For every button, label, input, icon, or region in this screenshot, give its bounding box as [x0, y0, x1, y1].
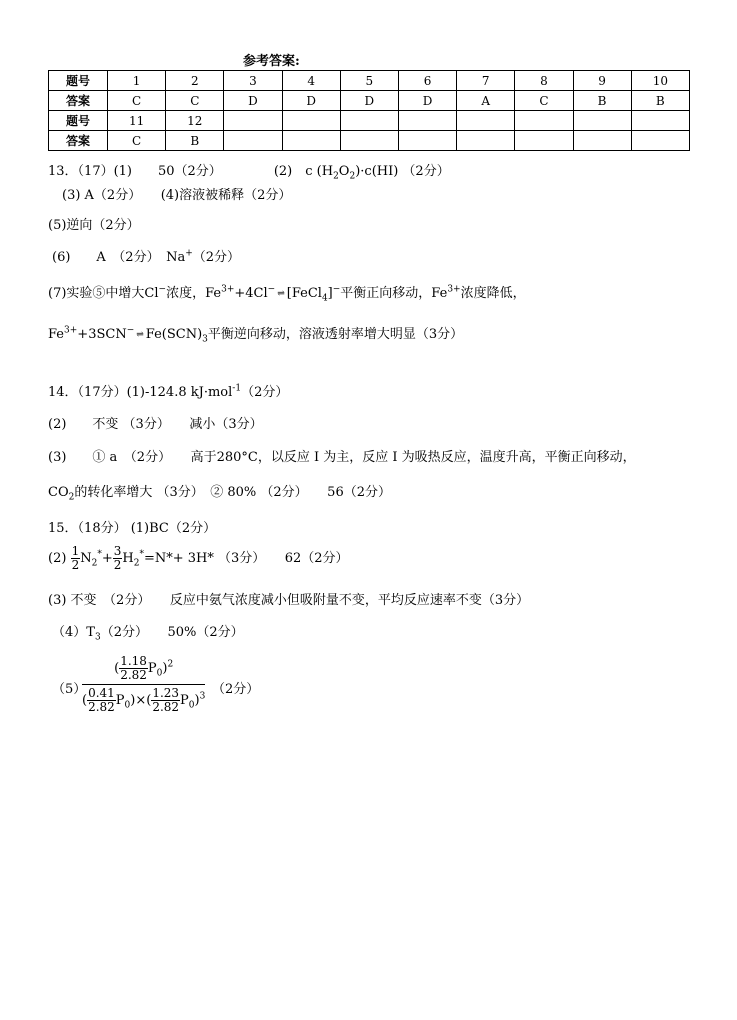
table-cell: 3 [224, 71, 282, 91]
q14-line-3: (3) ① a （2分） 高于280°C，以反应 I 为主，反应 I 为吸热反应，温度升高，平衡正向移动， [48, 450, 636, 465]
q13-part-7f: 浓度降低， [460, 286, 526, 301]
table-cell: B [631, 91, 689, 111]
q14-part-1b: （2分） [241, 385, 289, 400]
q13-part-6: (6) A （2分） Na [52, 250, 186, 265]
page-title: 参考答案: [243, 54, 300, 69]
q15-line-5-label: （5） [52, 682, 87, 697]
q13-line-3: (5)逆向（2分） [48, 218, 140, 233]
table-row [49, 131, 690, 151]
q13-line-6: $Fe^{3+}+3SCN^-$ ⇌ $Fe(SCN)_3$平衡逆向移动，溶液透射率增大明显（3分） [48, 325, 464, 345]
q15-line-2: (2) $\frac{1}{2}$ $N_2^*+$ $\frac{3}{2}$ $H_2^*=N*+ 3H*$ （3分） 62（2分） [48, 544, 349, 572]
table-cell: 题号 [49, 71, 108, 91]
table-cell: D [340, 91, 398, 111]
q13-part-6b: （2分） [192, 250, 241, 265]
q13-part-7a: (7)实验⑤中增大Cl [48, 286, 159, 301]
q15-line-4: $(4)T_3(2$分） 50%（2分） [52, 625, 244, 643]
q13-part-7d: [FeCl [286, 286, 322, 301]
q13-part-2c: )·c(HI) （2分） [355, 164, 450, 179]
table-cell: 8 [515, 71, 573, 91]
table-cell: C [108, 91, 166, 111]
table-cell: 7 [457, 71, 515, 91]
table-cell: 1 [108, 71, 166, 91]
table-cell: 9 [573, 71, 631, 91]
q14-part-1a: 14．（17分）(1)-124.8 kJ·mol [48, 385, 233, 400]
equilibrium-arrow-icon: ⇌ [277, 288, 285, 299]
table-cell: C [108, 131, 166, 151]
table-cell [457, 131, 515, 151]
q15-part-2b: =N*+ 3H* （3分） 62（2分） [143, 551, 349, 566]
q13-line-2: (3) A（2分） (4)溶液被稀释（2分） [62, 188, 292, 203]
q15-line-3: (3) 不变 （2分） 反应中氨气浓度减小但吸附量不变，平均反应速率不变（3分） [48, 593, 530, 608]
table-cell: 4 [282, 71, 340, 91]
q13-line-4: (6) A （2分） Na+（2分） [52, 248, 241, 265]
table-cell [398, 131, 456, 151]
table-cell [631, 131, 689, 151]
table-cell [224, 131, 282, 151]
table-cell: C [166, 91, 224, 111]
table-cell [282, 111, 340, 131]
table-cell: D [224, 91, 282, 111]
q13-part-2b: O [338, 164, 350, 179]
answer-table [48, 70, 690, 151]
q13-part-7c: +4Cl [234, 286, 268, 301]
kp-expression: ( $\frac{1.18}{2.82}$ $P_0)^2$ ( $\frac{0.41}{2.82}$ $P_0)\times$( $\frac{1.23}{2.82}$ $P_0)^3$ [82, 654, 206, 714]
table-cell: D [398, 91, 456, 111]
q13-part-7e: 平衡正向移动，Fe [340, 286, 448, 301]
table-cell: 12 [166, 111, 224, 131]
q13-part-1: 13．（17）(1) 50（2分） [48, 164, 222, 179]
q15-part-4a: （4）T [52, 625, 95, 640]
table-cell: B [166, 131, 224, 151]
q13-line-5: (7)实验⑤中增大Cl−浓度，$Fe^{3+}+4Cl^-$ ⇌ [FeCl$_4$]−平衡正向移动，$Fe^{3+}$浓度降低， [48, 284, 526, 304]
table-cell [340, 131, 398, 151]
table-cell: B [573, 91, 631, 111]
table-cell: 2 [166, 71, 224, 91]
table-cell: 答案 [49, 91, 108, 111]
table-cell [515, 131, 573, 151]
q13-part-8b: +3SCN [77, 327, 127, 342]
table-cell [631, 111, 689, 131]
table-cell: C [515, 91, 573, 111]
table-cell [340, 111, 398, 131]
q13-part-8c: Fe(SCN) [145, 327, 203, 342]
table-cell: 题号 [49, 111, 108, 131]
table-row [49, 91, 690, 111]
table-cell: D [282, 91, 340, 111]
q14-line-4: $CO_2$的转化率增大 （3分） ② 80% （2分） 56（2分） [48, 485, 391, 503]
table-cell [573, 111, 631, 131]
q14-line-2: (2) 不变 （3分） 减小（3分） [48, 417, 263, 432]
q13-line-1: 13．（17）(1) 50（2分） (2) c $(H_2O_2)\cdot c(HI)$ （2分） [48, 164, 450, 182]
table-cell [573, 131, 631, 151]
q13-part-8d: 平衡逆向移动，溶液透射率增大明显（3分） [207, 327, 464, 342]
q15-line-5-score: （2分） [212, 682, 260, 697]
q13-part-2: (2) c (H [273, 164, 334, 179]
table-cell: 答案 [49, 131, 108, 151]
table-cell: 11 [108, 111, 166, 131]
equilibrium-arrow-icon: ⇌ [136, 329, 144, 340]
q15-line-1: 15．（18分） (1)BC（2分） [48, 521, 217, 536]
q15-part-4b: （2分） 50%（2分） [100, 625, 244, 640]
table-row [49, 71, 690, 91]
table-row [49, 111, 690, 131]
table-cell [457, 111, 515, 131]
table-cell: 6 [398, 71, 456, 91]
table-cell: 10 [631, 71, 689, 91]
q15-part-2a: (2) [48, 551, 67, 566]
q13-part-8a: Fe [48, 327, 65, 342]
q14-part-4b: 的转化率增大 （3分） ② 80% （2分） 56（2分） [74, 485, 391, 500]
table-cell [224, 111, 282, 131]
table-cell: A [457, 91, 515, 111]
table-cell: 5 [340, 71, 398, 91]
q14-line-1: 14．（17分）(1)-124.8 kJ·mol$^{-1}$（2分） [48, 383, 289, 400]
q13-part-7b: 浓度，Fe [166, 286, 222, 301]
table-cell [515, 111, 573, 131]
table-cell [398, 111, 456, 131]
table-cell [282, 131, 340, 151]
q14-part-4a: CO [48, 485, 69, 500]
